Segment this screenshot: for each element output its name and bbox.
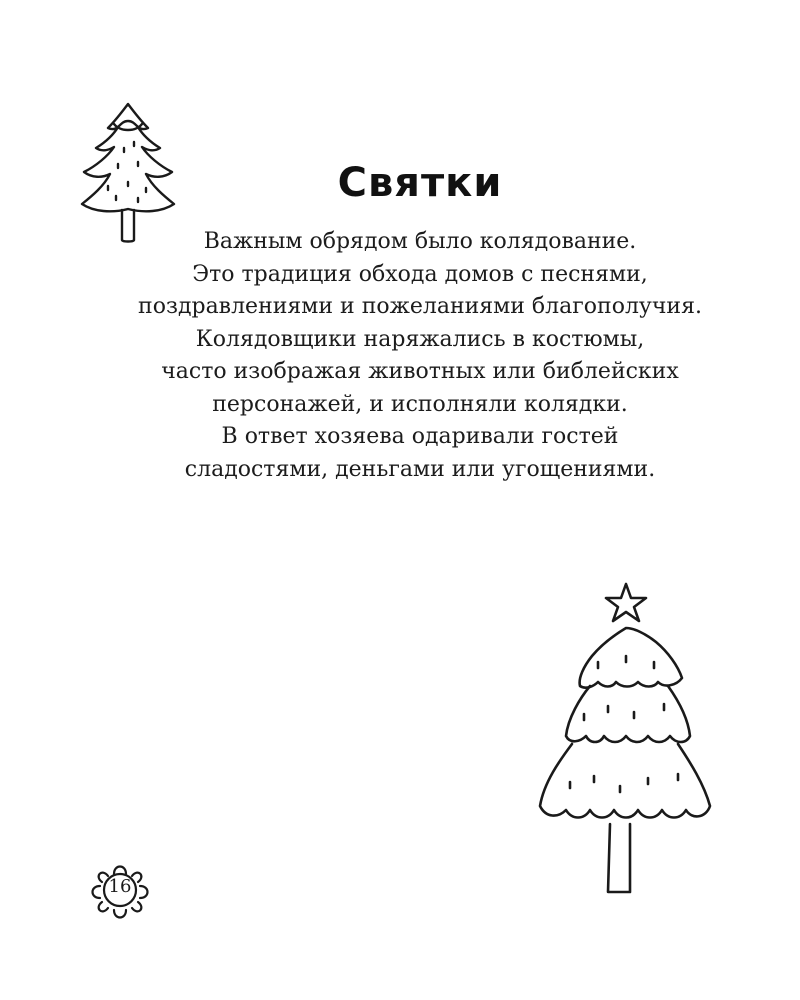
body-paragraph [100,226,740,486]
body-line: сладостями, деньгами или угощениями. [184,456,656,482]
star-tree-icon [528,578,718,900]
body-line: персонажей, и исполняли колядки. [212,391,628,417]
page-number: 16 [108,876,132,897]
body-line: Колядовщики наряжались в костюмы, [195,326,645,352]
body-line: часто изображая животных или библейских [161,359,679,384]
page-title: Святки [337,160,503,206]
body-line: В ответ хозяева одаривали гостей [221,424,619,449]
body-line: поздравлениями и пожеланиями благополучия. [138,294,702,319]
star-icon [606,584,646,621]
body-line: Это традиция обхода домов с песнями, [192,261,648,287]
body-line: Важным обрядом было колядование. [203,229,637,254]
